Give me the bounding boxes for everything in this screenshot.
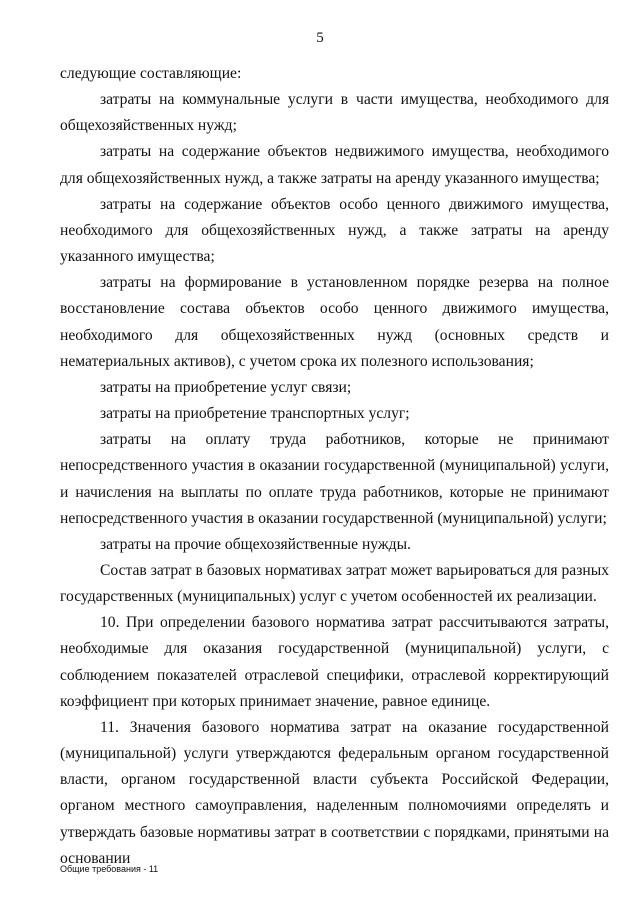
paragraph: затраты на прочие общехозяйственные нужды. [100, 535, 411, 553]
document-body [60, 61, 609, 872]
paragraph: 11. Значения базового норматива затрат на оказание государственной (муниципальной) услуги утверждаются федеральным органом государственной власти, органом государственной власти субъекта Российской Федерации, органом местного самоуправления, наделенным полномочиями определять и утверждать базовые нормативы затрат в соответствии с порядками, принятыми на основании [60, 718, 609, 867]
paragraph: затраты на приобретение услуг связи; [100, 378, 352, 396]
paragraph: затраты на содержание объектов недвижимого имущества, необходимого для общехозяйственных нужд, а также затраты на аренду указанного имущества; [60, 143, 609, 187]
page-footer: Общие требования - 11 [60, 864, 159, 874]
paragraph: затраты на приобретение транспортных услуг; [100, 405, 410, 423]
paragraph: 10. При определении базового норматива затрат рассчитываются затраты, необходимые для оказания государственной (муниципальной) услуги, с соблюдением показателей отраслевой специфики, отраслевой корректирующий коэффициент при которых принимает значение, равное единице. [60, 614, 609, 710]
paragraph: затраты на коммунальные услуги в части имущества, необходимого для общехозяйственных нужд; [60, 91, 609, 135]
paragraph: затраты на содержание объектов особо ценного движимого имущества, необходимого для общехозяйственных нужд, а также затраты на аренду указанного имущества; [60, 195, 609, 266]
paragraph: затраты на оплату труда работников, которые не принимают непосредственного участия в оказании государственной (муниципальной) услуги, и начисления на выплаты по оплате труда работников, которые не принимают непосредственного участия в оказании государственной (муниципальной) услуги; [60, 431, 609, 527]
paragraph: следующие составляющие: [60, 65, 242, 82]
paragraph: затраты на формирование в установленном порядке резерва на полное восстановление состава объектов особо ценного движимого имущества, необходимого для общехозяйственных нужд (основных средств и нематериальных активов), с учетом срока их полезного использования; [60, 274, 609, 370]
page-number: 5 [316, 30, 324, 46]
paragraph: Состав затрат в базовых нормативах затрат может варьироваться для разных государственных (муниципальных) услуг с учетом особенностей их реализации. [60, 561, 609, 606]
